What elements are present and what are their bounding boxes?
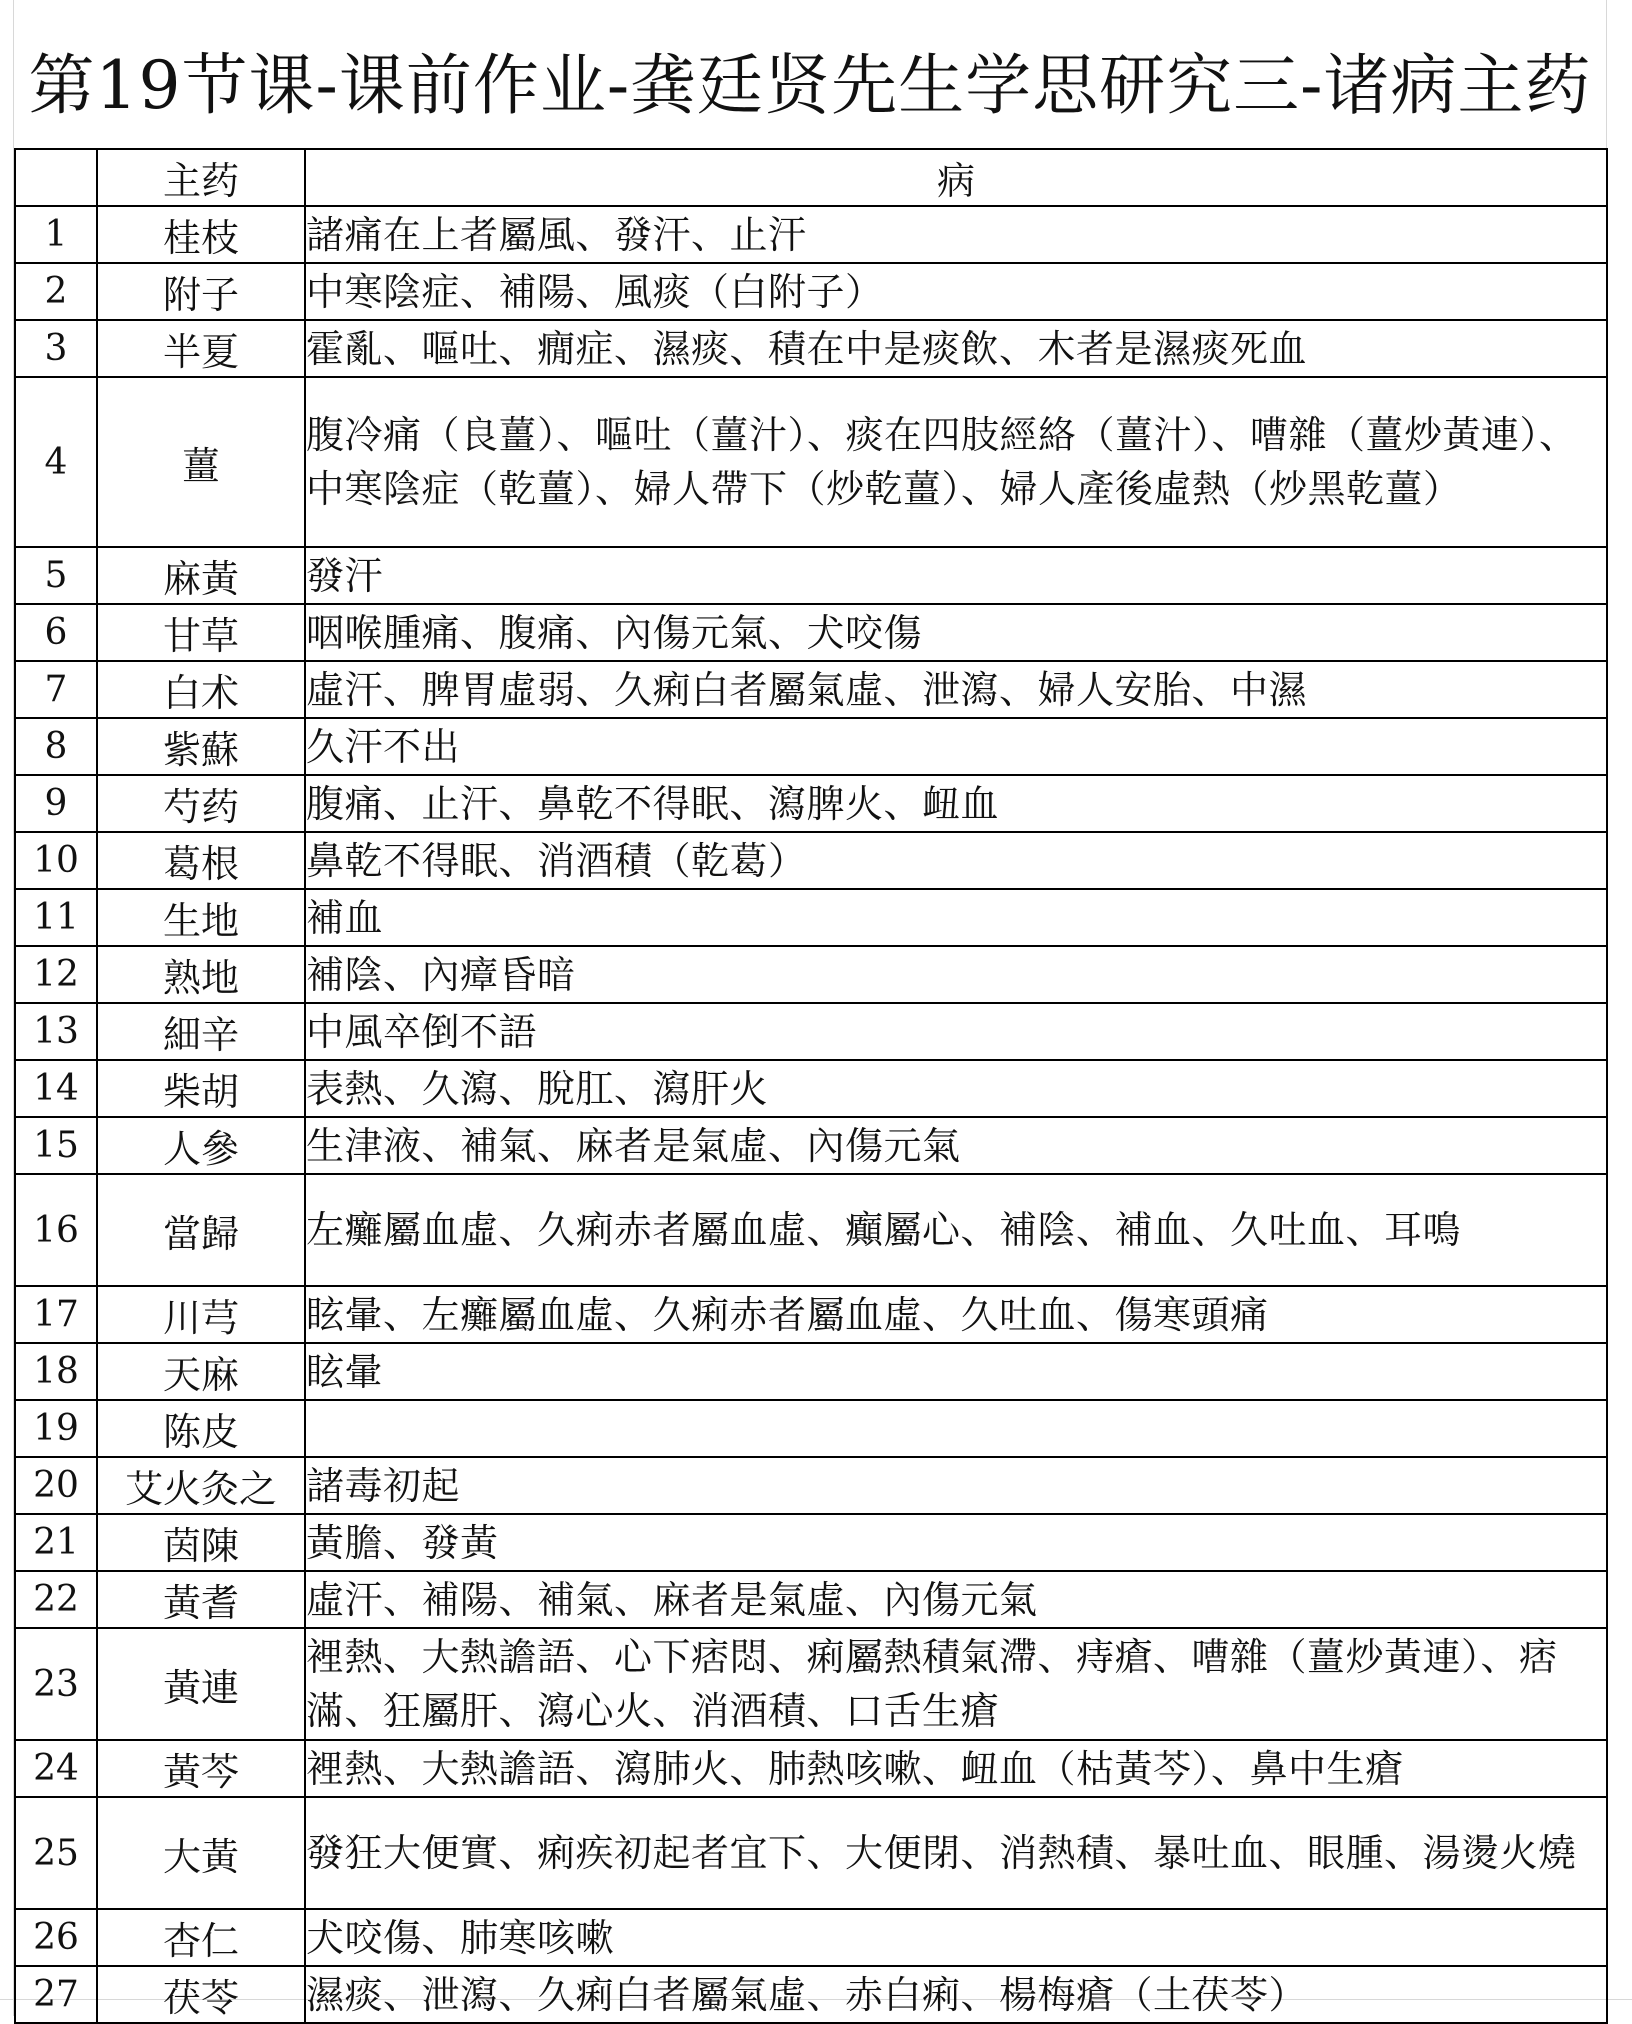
row-number-cell[interactable]: 17 (15, 1286, 97, 1343)
row-number-cell[interactable]: 5 (15, 547, 97, 604)
disease-cell[interactable]: 補血 (305, 889, 1607, 946)
herb-cell[interactable]: 杏仁 (97, 1909, 305, 1966)
row-number-cell[interactable]: 20 (15, 1457, 97, 1514)
table-row (15, 1571, 1607, 1628)
disease-cell[interactable]: 表熱、久瀉、脫肛、瀉肝火 (305, 1060, 1607, 1117)
table-row (15, 1457, 1607, 1514)
disease-cell[interactable]: 腹痛、止汗、鼻乾不得眠、瀉脾火、衄血 (305, 775, 1607, 832)
table-row (15, 775, 1607, 832)
disease-cell[interactable]: 發狂大便實、痢疾初起者宜下、大便閉、消熱積、暴吐血、眼腫、湯燙火燒 (305, 1797, 1607, 1909)
herb-cell[interactable]: 半夏 (97, 320, 305, 377)
disease-cell[interactable]: 諸痛在上者屬風、發汗、止汗 (305, 206, 1607, 263)
row-number-cell[interactable]: 23 (15, 1628, 97, 1740)
table-row (15, 263, 1607, 320)
row-number-cell[interactable]: 9 (15, 775, 97, 832)
herb-cell[interactable]: 熟地 (97, 946, 305, 1003)
table-row (15, 1343, 1607, 1400)
row-number-cell[interactable]: 16 (15, 1174, 97, 1286)
disease-cell[interactable]: 諸毒初起 (305, 1457, 1607, 1514)
table-row (15, 1286, 1607, 1343)
herb-cell[interactable]: 黃芩 (97, 1740, 305, 1797)
row-number-cell[interactable]: 27 (15, 1966, 97, 2023)
herb-cell[interactable]: 葛根 (97, 832, 305, 889)
disease-cell[interactable]: 眩暈 (305, 1343, 1607, 1400)
table-row (15, 1003, 1607, 1060)
herb-cell[interactable]: 人參 (97, 1117, 305, 1174)
herb-cell[interactable]: 白术 (97, 661, 305, 718)
row-number-cell[interactable]: 25 (15, 1797, 97, 1909)
row-number-cell[interactable]: 10 (15, 832, 97, 889)
table-row (15, 1966, 1607, 2023)
herb-cell[interactable]: 芍药 (97, 775, 305, 832)
table-row (15, 1514, 1607, 1571)
disease-cell[interactable]: 眩暈、左癱屬血虛、久痢赤者屬血虛、久吐血、傷寒頭痛 (305, 1286, 1607, 1343)
disease-cell[interactable]: 濕痰、泄瀉、久痢白者屬氣虛、赤白痢、楊梅瘡（土茯苓） (305, 1966, 1607, 2023)
table-row (15, 718, 1607, 775)
herb-cell[interactable]: 黃耆 (97, 1571, 305, 1628)
disease-cell[interactable]: 裡熱、大熱譫語、瀉肺火、肺熱咳嗽、衄血（枯黃芩）、鼻中生瘡 (305, 1740, 1607, 1797)
page-title: 第19节课-课前作业-龚廷贤先生学思研究三-诸病主药 (28, 47, 1592, 124)
row-number-cell[interactable]: 15 (15, 1117, 97, 1174)
herb-cell[interactable]: 大黃 (97, 1797, 305, 1909)
table-row (15, 1797, 1607, 1909)
table-row (15, 1060, 1607, 1117)
disease-cell[interactable]: 發汗 (305, 547, 1607, 604)
row-number-cell[interactable]: 18 (15, 1343, 97, 1400)
header-cell-index[interactable] (15, 149, 97, 206)
herb-cell[interactable]: 桂枝 (97, 206, 305, 263)
herb-cell[interactable]: 茯苓 (97, 1966, 305, 2023)
table-row (15, 889, 1607, 946)
disease-cell[interactable]: 生津液、補氣、麻者是氣虛、內傷元氣 (305, 1117, 1607, 1174)
disease-cell[interactable]: 裡熱、大熱譫語、心下痞悶、痢屬熱積氣滯、痔瘡、嘈雜（薑炒黃連）、痞滿、狂屬肝、瀉心火、消酒積、口舌生瘡 (305, 1628, 1607, 1740)
table-row (15, 377, 1607, 547)
table-row (15, 320, 1607, 377)
herb-cell[interactable]: 紫蘇 (97, 718, 305, 775)
herb-cell[interactable]: 細辛 (97, 1003, 305, 1060)
table-row (15, 1174, 1607, 1286)
table-row (15, 946, 1607, 1003)
table-row (15, 1909, 1607, 1966)
row-number-cell[interactable]: 1 (15, 206, 97, 263)
herb-cell[interactable]: 甘草 (97, 604, 305, 661)
row-number-cell[interactable]: 2 (15, 263, 97, 320)
table-row (15, 832, 1607, 889)
row-number-cell[interactable]: 24 (15, 1740, 97, 1797)
disease-cell[interactable]: 中寒陰症、補陽、風痰（白附子） (305, 263, 1607, 320)
disease-cell[interactable]: 霍亂、嘔吐、癇症、濕痰、積在中是痰飲、木者是濕痰死血 (305, 320, 1607, 377)
herb-cell[interactable]: 茵陳 (97, 1514, 305, 1571)
disease-cell[interactable]: 黃膽、發黃 (305, 1514, 1607, 1571)
disease-cell[interactable]: 犬咬傷、肺寒咳嗽 (305, 1909, 1607, 1966)
herb-cell[interactable]: 生地 (97, 889, 305, 946)
row-number-cell[interactable]: 14 (15, 1060, 97, 1117)
disease-cell[interactable]: 補陰、內瘴昏暗 (305, 946, 1607, 1003)
disease-cell[interactable]: 虛汗、脾胃虛弱、久痢白者屬氣虛、泄瀉、婦人安胎、中濕 (305, 661, 1607, 718)
row-number-cell[interactable]: 3 (15, 320, 97, 377)
disease-cell[interactable] (305, 1400, 1607, 1457)
table-row (15, 604, 1607, 661)
disease-cell[interactable]: 左癱屬血虛、久痢赤者屬血虛、癲屬心、補陰、補血、久吐血、耳鳴 (305, 1174, 1607, 1286)
herb-cell[interactable]: 川芎 (97, 1286, 305, 1343)
row-number-cell[interactable]: 8 (15, 718, 97, 775)
row-number-cell[interactable]: 7 (15, 661, 97, 718)
row-number-cell[interactable]: 12 (15, 946, 97, 1003)
herb-disease-table (14, 148, 1608, 2024)
table-row (15, 206, 1607, 263)
disease-cell[interactable]: 久汗不出 (305, 718, 1607, 775)
row-number-cell[interactable]: 13 (15, 1003, 97, 1060)
row-number-cell[interactable]: 19 (15, 1400, 97, 1457)
disease-cell[interactable]: 虛汗、補陽、補氣、麻者是氣虛、內傷元氣 (305, 1571, 1607, 1628)
table-row (15, 1740, 1607, 1797)
herb-cell[interactable]: 黃連 (97, 1628, 305, 1740)
table-row (15, 1628, 1607, 1740)
header-cell-disease[interactable]: 病 (305, 149, 1607, 206)
herb-cell[interactable]: 附子 (97, 263, 305, 320)
disease-cell[interactable]: 中風卒倒不語 (305, 1003, 1607, 1060)
herb-cell[interactable]: 艾火灸之 (97, 1457, 305, 1514)
row-number-cell[interactable]: 4 (15, 377, 97, 547)
row-number-cell[interactable]: 26 (15, 1909, 97, 1966)
herb-cell[interactable]: 柴胡 (97, 1060, 305, 1117)
table-row (15, 1400, 1607, 1457)
table-header-row (15, 149, 1607, 206)
disease-cell[interactable]: 鼻乾不得眠、消酒積（乾葛） (305, 832, 1607, 889)
row-number-cell[interactable]: 22 (15, 1571, 97, 1628)
herb-cell[interactable]: 陈皮 (97, 1400, 305, 1457)
row-number-cell[interactable]: 6 (15, 604, 97, 661)
table-row (15, 547, 1607, 604)
herb-cell[interactable]: 天麻 (97, 1343, 305, 1400)
row-number-cell[interactable]: 11 (15, 889, 97, 946)
row-number-cell[interactable]: 21 (15, 1514, 97, 1571)
table-row (15, 661, 1607, 718)
herb-cell[interactable]: 薑 (97, 377, 305, 547)
herb-cell[interactable]: 當歸 (97, 1174, 305, 1286)
header-cell-herb[interactable]: 主药 (97, 149, 305, 206)
disease-cell[interactable]: 腹冷痛（良薑）、嘔吐（薑汁）、痰在四肢經絡（薑汁）、嘈雜（薑炒黃連）、中寒陰症（乾薑）、婦人帶下（炒乾薑）、婦人產後虛熱（炒黑乾薑） (305, 377, 1607, 547)
table-row (15, 1117, 1607, 1174)
herb-cell[interactable]: 麻黃 (97, 547, 305, 604)
disease-cell[interactable]: 咽喉腫痛、腹痛、內傷元氣、犬咬傷 (305, 604, 1607, 661)
